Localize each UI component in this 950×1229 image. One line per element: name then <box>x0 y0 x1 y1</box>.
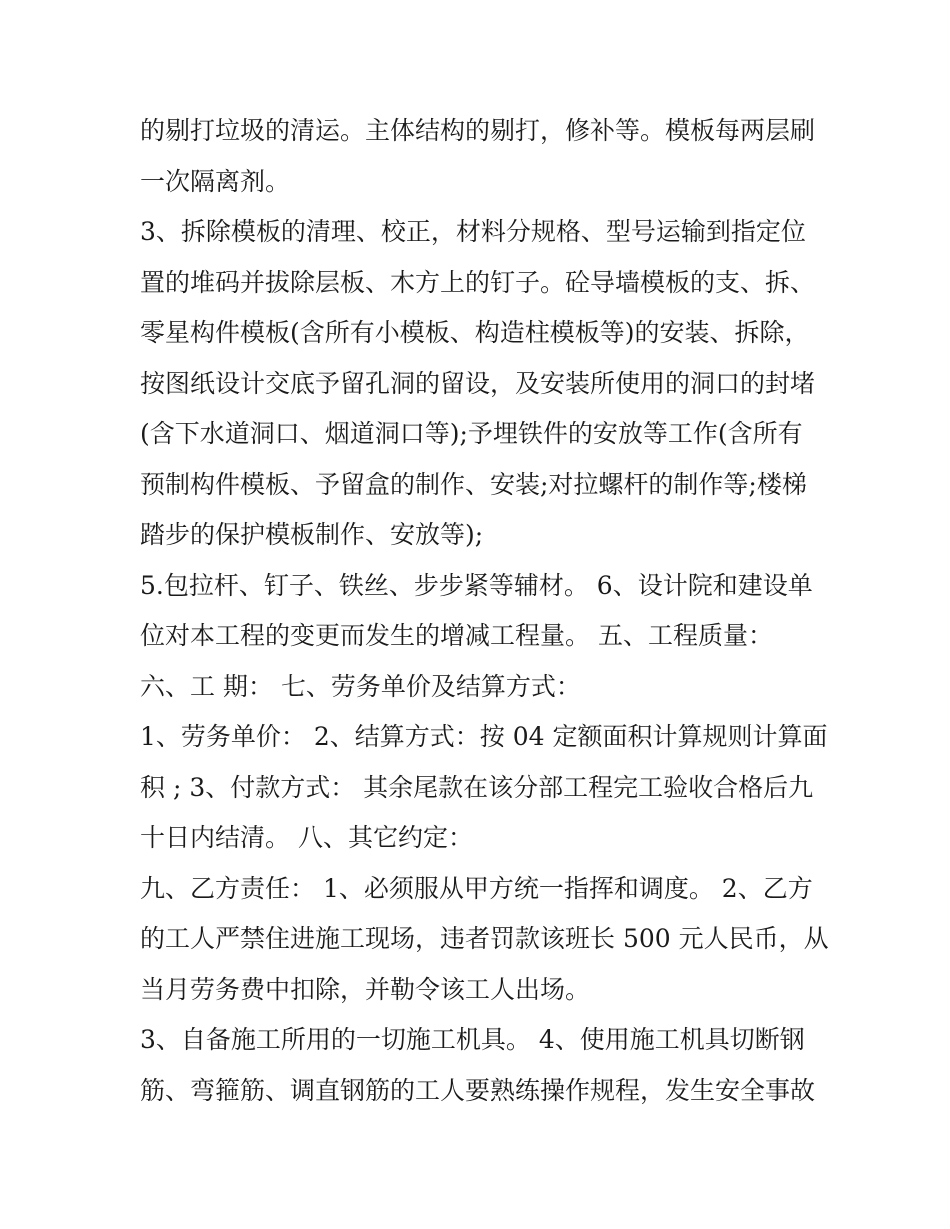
text-line: 一次隔离剂。 <box>140 166 291 196</box>
text-line: 置的堆码并拔除层板、木方上的钉子。砼导墙模板的支、拆、 <box>140 267 816 297</box>
text-line: 筋、弯箍筋、调直钢筋的工人要熟练操作规程，发生安全事故 <box>140 1075 816 1105</box>
text-line: 十日内结清。 八、其它约定： <box>140 823 473 852</box>
text-line: 零星构件模板(含所有小模板、构造柱模板等)的安装、拆除， <box>140 318 810 347</box>
text-line: 当月劳务费中扣除，并勒令该工人出场。 <box>140 974 591 1004</box>
text-line: (含下水道洞口、烟道洞口等);予埋铁件的安放等工作(含所有 <box>140 419 803 448</box>
text-line: 1、劳务单价： 2、结算方式：按 04 定额面积计算规则计算面 <box>140 722 828 751</box>
text-line: 按图纸设计交底予留孔洞的留设，及安装所使用的洞口的封堵 <box>140 368 816 398</box>
text-line: 的工人严禁住进施工现场，违者罚款该班长 500 元人民币，从 <box>140 924 829 953</box>
text-line: 3、拆除模板的清理、校正，材料分规格、型号运输到指定位 <box>140 217 806 246</box>
text-line: 位对本工程的变更而发生的增减工程量。 五、工程质量： <box>140 621 773 650</box>
text-line: 预制构件模板、予留盒的制作、安装;对拉螺杆的制作等;楼梯 <box>140 469 807 499</box>
text-line: 积 ; 3、付款方式： 其余尾款在该分部工程完工验收合格后九 <box>140 772 814 802</box>
text-line: 踏步的保护模板制作、安放等); <box>140 520 484 549</box>
text-line: 的剔打垃圾的清运。主体结构的剔打，修补等。模板每两层刷 <box>140 116 816 145</box>
text-line: 5.包拉杆、钉子、铁丝、步步紧等辅材。 6、设计院和建设单 <box>140 570 813 600</box>
text-line: 九、乙方责任： 1、必须服从甲方统一指挥和调度。 2、乙方 <box>140 873 813 903</box>
text-line: 六、工 期： 七、劳务单价及结算方式： <box>140 671 581 701</box>
document-body <box>140 106 830 1116</box>
text-line: 3、自备施工所用的一切施工机具。 4、使用施工机具切断钢 <box>140 1025 805 1054</box>
